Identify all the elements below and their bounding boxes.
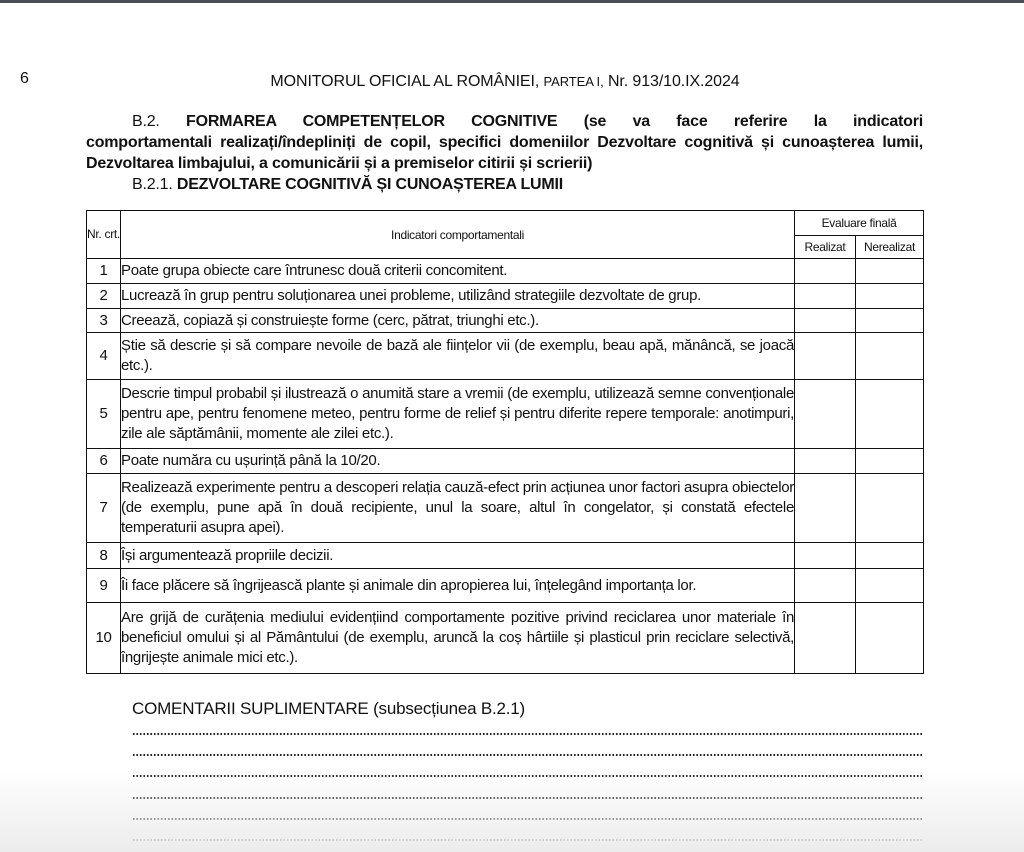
row-number: 4	[87, 333, 121, 380]
not-achieved-cell[interactable]	[856, 284, 924, 309]
row-number: 5	[87, 380, 121, 449]
achieved-cell[interactable]	[795, 603, 856, 674]
publication-part: PARTEA I,	[543, 74, 604, 89]
publication-name: MONITORUL OFICIAL AL ROMÂNIEI,	[270, 73, 540, 90]
not-achieved-cell[interactable]	[856, 603, 924, 674]
indicator-text: Își argumentează propriile decizii.	[121, 543, 795, 569]
row-number: 1	[87, 259, 121, 284]
section-description-start: (se va face referire la indicatori	[583, 113, 924, 130]
indicator-text: Are grijă de curățenia mediului evidențiind comportamente pozitive privind reciclarea unor materiale în beneficiul omului și al Pământului (de exemplu, aruncă la coș hârtiile și plasticul prin reciclare selectivă, îngrijește animale mici etc.).	[121, 603, 795, 674]
row-number: 8	[87, 543, 121, 569]
indicator-text: Îi face plăcere să îngrijească plante și animale din apropierea lui, înțelegând importanța lor.	[121, 569, 795, 603]
row-number: 2	[87, 284, 121, 309]
table-row	[87, 284, 924, 309]
subsection-heading	[132, 176, 563, 194]
indicator-text: Lucrează în grup pentru soluționarea unei probleme, utilizând strategiile dezvoltate de grup.	[121, 284, 795, 309]
not-achieved-cell[interactable]	[856, 569, 924, 603]
section-title: FORMAREA COMPETENȚELOR COGNITIVE	[186, 113, 558, 130]
table-row	[87, 569, 924, 603]
achieved-cell[interactable]	[795, 309, 856, 333]
row-number: 3	[87, 309, 121, 333]
indicator-text: Poate număra cu ușurință până la 10/20.	[121, 449, 795, 474]
row-number: 6	[87, 449, 121, 474]
page-number: 6	[20, 70, 29, 87]
achieved-cell[interactable]	[795, 380, 856, 449]
comments-title: COMENTARII SUPLIMENTARE (subsecțiunea B.2.1)	[132, 699, 526, 718]
comment-line[interactable]	[132, 818, 922, 820]
indicators-table	[86, 210, 924, 674]
table-row	[87, 474, 924, 543]
comment-line[interactable]	[132, 797, 922, 799]
table-row	[87, 543, 924, 569]
table-row	[87, 309, 924, 333]
not-achieved-cell[interactable]	[856, 474, 924, 543]
comment-line[interactable]	[132, 839, 922, 841]
table-row	[87, 259, 924, 284]
achieved-cell[interactable]	[795, 284, 856, 309]
header-final-evaluation: Evaluare finală	[795, 211, 924, 236]
section-code: B.2.	[132, 113, 160, 130]
achieved-cell[interactable]	[795, 474, 856, 543]
row-number: 10	[87, 603, 121, 674]
subsection-code: B.2.1.	[132, 176, 173, 193]
section-b2-intro	[86, 111, 923, 174]
achieved-cell[interactable]	[795, 449, 856, 474]
table-body	[87, 259, 924, 674]
header-not-achieved: Nerealizat	[856, 236, 924, 259]
table-row	[87, 333, 924, 380]
indicator-text: Știe să descrie și să compare nevoile de bază ale ființelor vii (de exemplu, beau apă, mănâncă, se joacă etc.).	[121, 333, 795, 380]
achieved-cell[interactable]	[795, 259, 856, 284]
achieved-cell[interactable]	[795, 543, 856, 569]
not-achieved-cell[interactable]	[856, 543, 924, 569]
section-description: comportamentali realizați/îndepliniți de copil, specifici domeniilor Dezvoltare cognitivă și cunoașterea lumii, Dezvoltarea limbajului, a comunicării și a premiselor citirii și scrierii)	[86, 134, 923, 172]
row-number: 7	[87, 474, 121, 543]
running-header	[0, 73, 1010, 91]
indicator-text: Descrie timpul probabil și ilustrează o anumită stare a vremii (de exemplu, utilizează semne convenționale pentru ape, pentru fenomene meteo, pentru forme de relief și pentru diferite repere temporale: anotimpuri, zile ale săptămânii, momente ale zilei etc.).	[121, 380, 795, 449]
indicator-text: Creează, copiază și construiește forme (cerc, pătrat, triunghi etc.).	[121, 309, 795, 333]
indicator-text: Poate grupa obiecte care întrunesc două criterii concomitent.	[121, 259, 795, 284]
comment-line[interactable]	[132, 754, 922, 756]
achieved-cell[interactable]	[795, 569, 856, 603]
table-row	[87, 603, 924, 674]
table-row	[87, 449, 924, 474]
indicator-text: Realizează experimente pentru a descoperi relația cauză-efect prin acțiunea unor factori asupra obiectelor (de exemplu, pune apă în două recipiente, unul la soare, altul în congelator, și constată efectele temperaturii asupra apei).	[121, 474, 795, 543]
not-achieved-cell[interactable]	[856, 333, 924, 380]
not-achieved-cell[interactable]	[856, 259, 924, 284]
header-nr: Nr. crt.	[87, 211, 121, 259]
header-indicators: Indicatori comportamentali	[121, 211, 795, 259]
not-achieved-cell[interactable]	[856, 449, 924, 474]
table-row	[87, 380, 924, 449]
header-achieved: Realizat	[795, 236, 856, 259]
not-achieved-cell[interactable]	[856, 380, 924, 449]
comment-line[interactable]	[132, 775, 922, 777]
subsection-title: DEZVOLTARE COGNITIVĂ ȘI CUNOAȘTEREA LUMII	[176, 176, 564, 193]
not-achieved-cell[interactable]	[856, 309, 924, 333]
comment-line[interactable]	[132, 733, 922, 735]
achieved-cell[interactable]	[795, 333, 856, 380]
window-top-bar	[0, 0, 1024, 3]
publication-issue: Nr. 913/10.IX.2024	[607, 73, 740, 90]
row-number: 9	[87, 569, 121, 603]
